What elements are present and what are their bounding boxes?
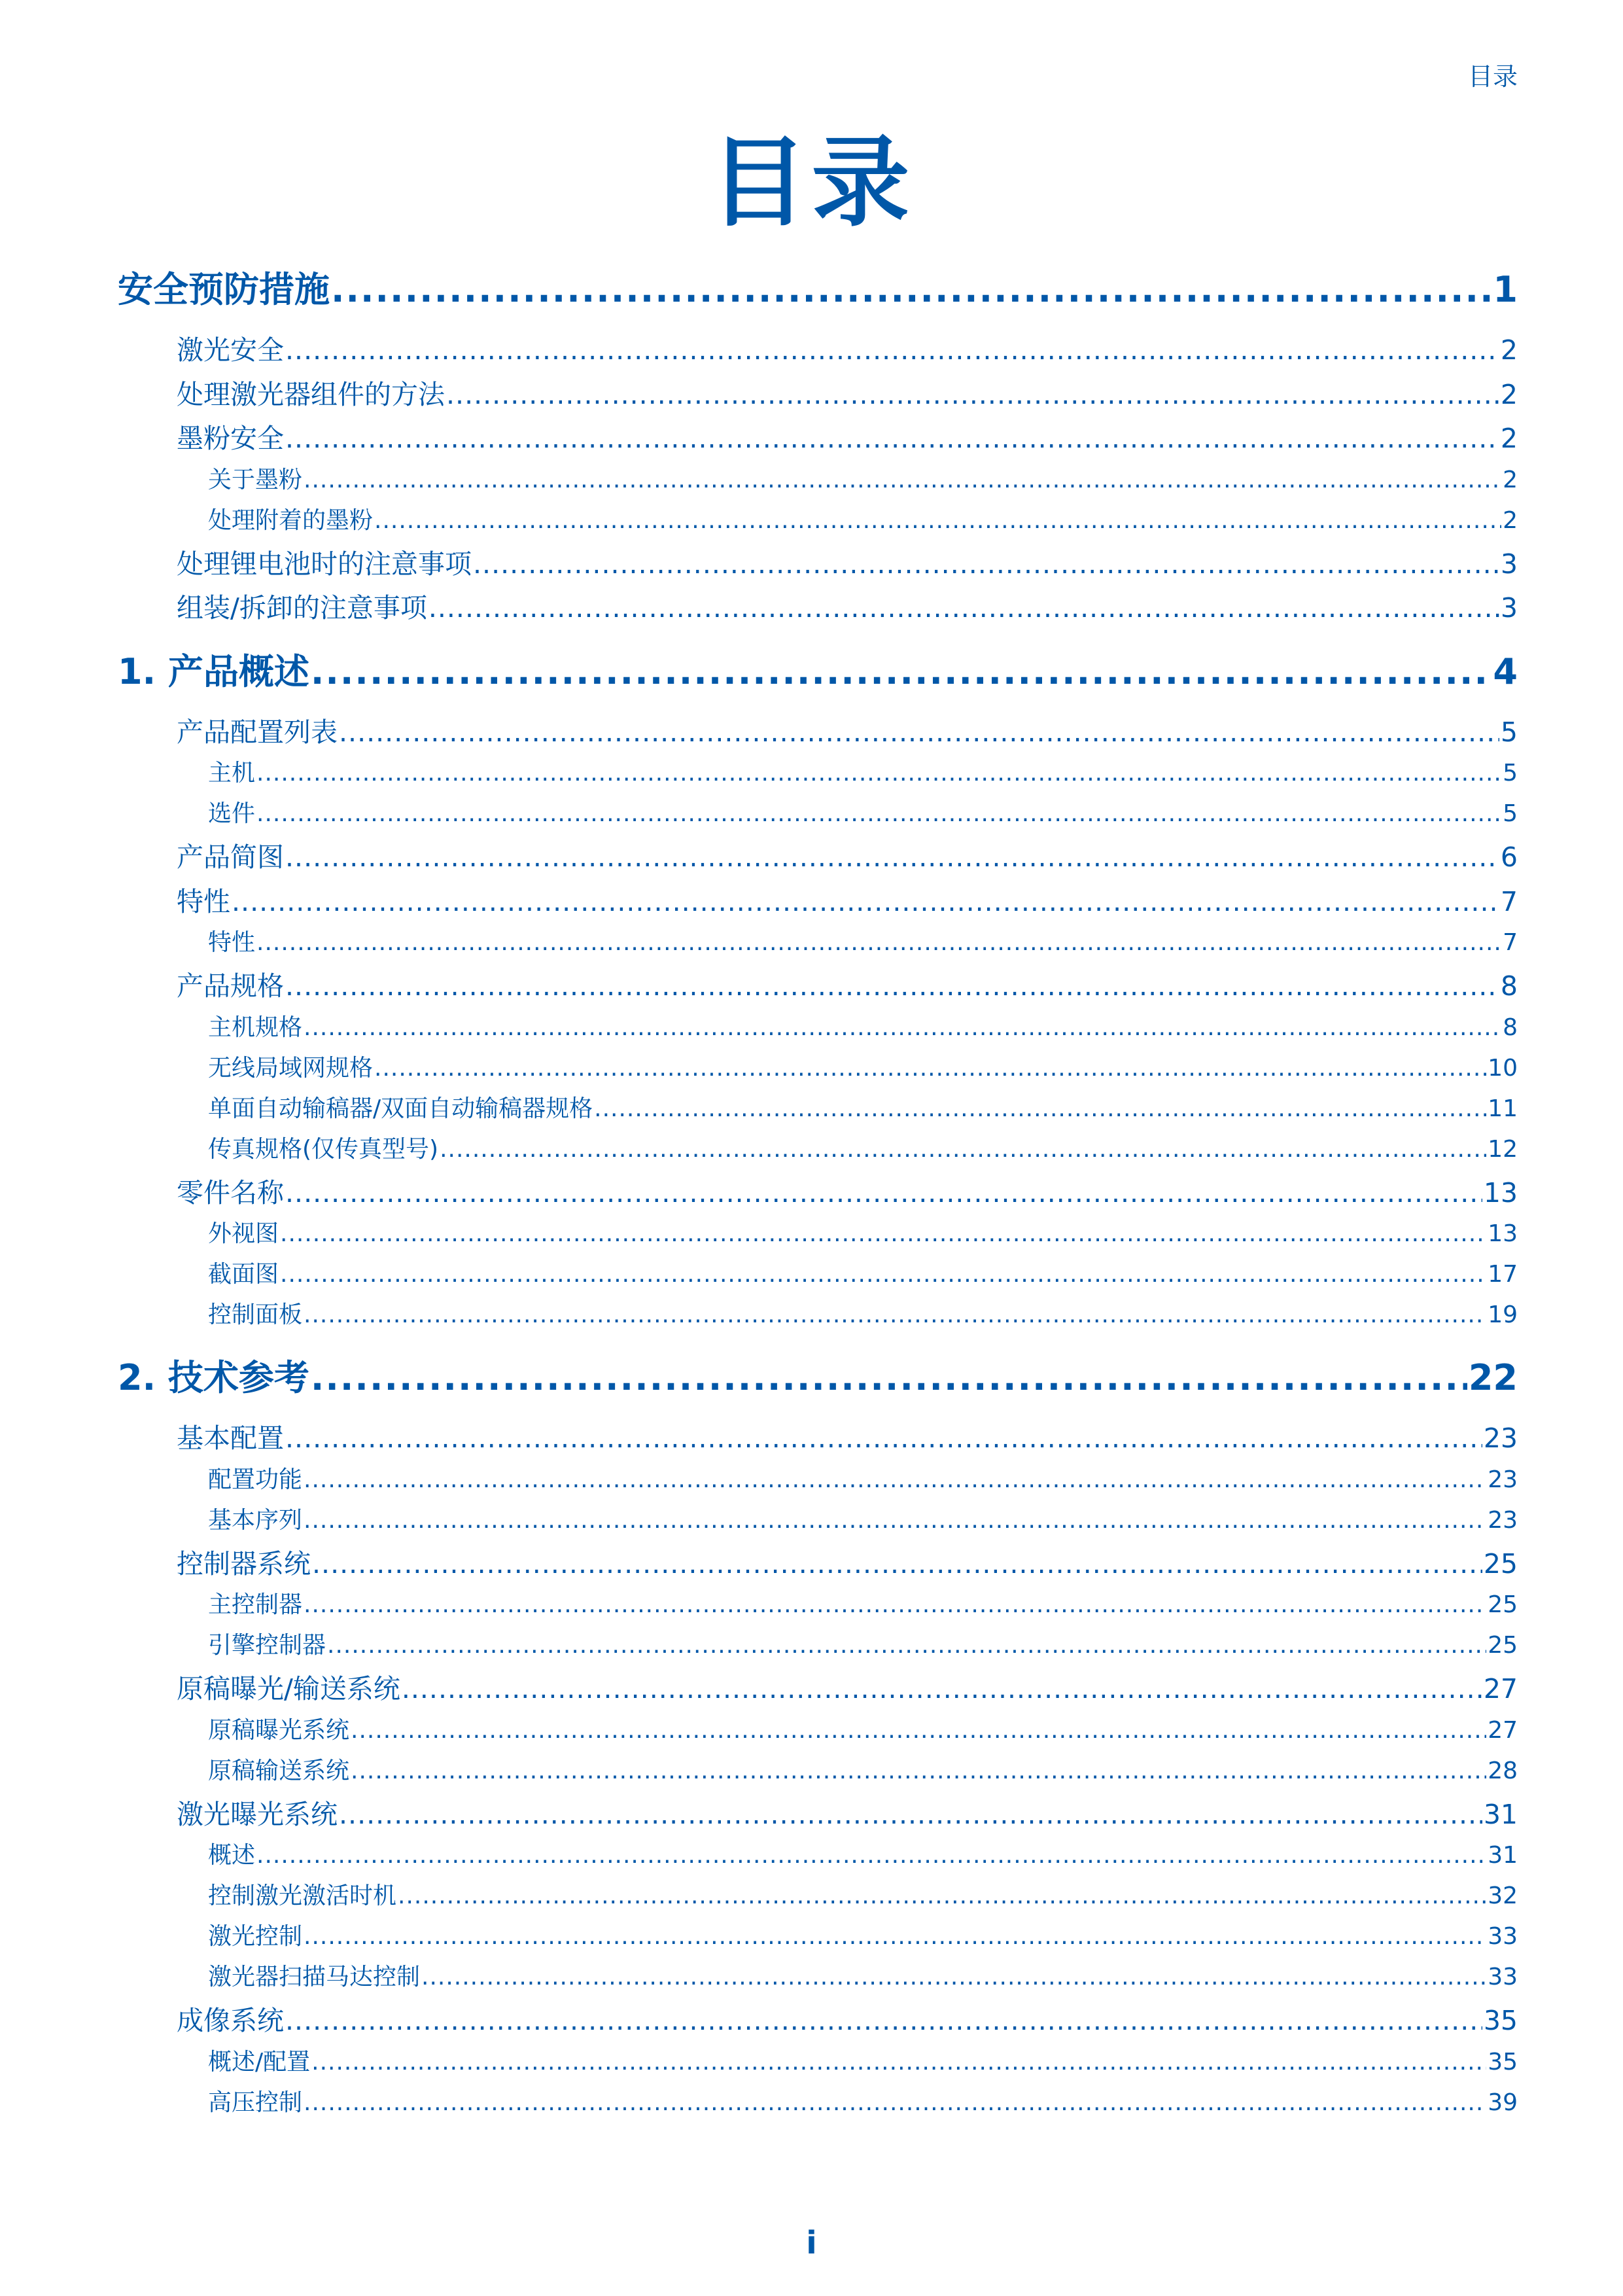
toc-entry-page: 35 [1488, 2048, 1518, 2075]
toc-entry-level-2[interactable] [118, 373, 1518, 417]
running-header: 目录 [1467, 62, 1518, 91]
toc-entry-page: 8 [1500, 970, 1518, 1002]
toc-entry-page: 31 [1488, 1842, 1518, 1869]
toc-entry-title: 传真规格(仅传真型号) [208, 1135, 439, 1163]
toc-entry-level-3[interactable] [118, 1586, 1518, 1627]
toc-entry-title: 原稿曝光系统 [208, 1716, 350, 1744]
toc-dot-leader [304, 467, 1501, 493]
toc-entry-level-2[interactable] [118, 542, 1518, 587]
toc-entry-page: 25 [1483, 1547, 1518, 1580]
toc-entry-title: 产品简图 [177, 841, 284, 873]
toc-entry-page: 39 [1488, 2089, 1518, 2116]
toc-dot-leader [398, 1882, 1486, 1909]
toc-entry-title: 主机 [208, 760, 256, 786]
toc-entry-page: 5 [1503, 800, 1518, 827]
toc-entry-title: 选件 [208, 800, 256, 827]
toc-entry-level-3[interactable] [118, 1296, 1518, 1337]
toc-dot-leader [256, 800, 1501, 827]
toc-entry-page: 23 [1488, 1506, 1518, 1534]
toc-entry-level-3[interactable] [118, 2043, 1518, 2084]
toc-entry-title: 产品配置列表 [177, 716, 338, 748]
toc-entry-title: 截面图 [208, 1261, 279, 1288]
toc-dot-leader [285, 970, 1499, 1002]
toc-dot-leader [285, 1177, 1482, 1209]
toc-entry-page: 3 [1500, 548, 1518, 580]
toc-entry-title: 激光控制 [208, 1923, 303, 1950]
toc-entry-level-2[interactable] [118, 417, 1518, 461]
toc-entry-level-3[interactable] [118, 924, 1518, 964]
toc-entry-title: 配置功能 [208, 1466, 303, 1493]
toc-dot-leader [428, 592, 1499, 624]
toc-entry-title: 主控制器 [208, 1591, 303, 1618]
toc-entry-page: 19 [1488, 1301, 1518, 1328]
toc-entry-title: 激光安全 [177, 334, 284, 366]
toc-dot-leader [312, 1548, 1482, 1580]
toc-entry-level-1[interactable] [118, 1350, 1518, 1400]
toc-dot-leader [280, 1220, 1486, 1247]
toc-dot-leader [402, 1673, 1482, 1704]
toc-dot-leader [351, 1757, 1486, 1784]
toc-entry-level-2[interactable] [118, 1793, 1518, 1837]
toc-entry-level-3[interactable] [118, 795, 1518, 836]
toc-dot-leader [327, 1632, 1486, 1659]
toc-dot-leader [285, 423, 1499, 454]
toc-dot-leader [331, 269, 1492, 310]
toc-dot-leader [256, 1842, 1486, 1869]
toc-entry-page: 12 [1488, 1135, 1518, 1163]
toc-entry-page: 25 [1488, 1591, 1518, 1618]
toc-entry-level-3[interactable] [118, 1215, 1518, 1256]
toc-dot-leader [304, 1466, 1486, 1493]
toc-entry-level-3[interactable] [118, 1131, 1518, 1171]
toc-dot-leader [339, 1799, 1482, 1830]
toc-entry-level-2[interactable] [118, 328, 1518, 373]
toc-entry-level-2[interactable] [118, 1999, 1518, 2043]
toc-entry-title: 成像系统 [177, 2005, 284, 2036]
toc-dot-leader [311, 2049, 1486, 2075]
toc-entry-title: 原稿曝光/输送系统 [177, 1673, 400, 1704]
toc-entry-page: 27 [1488, 1716, 1518, 1744]
toc-entry-page: 2 [1500, 423, 1518, 454]
toc-entry-level-2[interactable] [118, 711, 1518, 755]
toc-dot-leader [304, 2089, 1486, 2116]
toc-entry-page: 32 [1488, 1882, 1518, 1909]
toc-entry-title: 2. 技术参考 [118, 1357, 309, 1398]
toc-dot-leader [304, 1591, 1486, 1618]
toc-entry-title: 概述 [208, 1842, 256, 1869]
toc-entry-level-3[interactable] [118, 461, 1518, 502]
toc-entry-title: 控制面板 [208, 1301, 303, 1328]
toc-dot-leader [311, 651, 1492, 692]
toc-entry-level-2[interactable] [118, 1542, 1518, 1587]
toc-entry-level-3[interactable] [118, 1009, 1518, 1050]
toc-entry-title: 引擎控制器 [208, 1632, 326, 1659]
toc-dot-leader [594, 1095, 1486, 1122]
toc-entry-title: 组装/拆卸的注意事项 [177, 592, 427, 624]
toc-dot-leader [304, 1301, 1486, 1328]
toc-entry-title: 概述/配置 [208, 2048, 311, 2075]
toc-entry-title: 单面自动输稿器/双面自动输稿器规格 [208, 1095, 593, 1122]
toc-entry-page: 2 [1500, 378, 1518, 410]
toc-dot-leader [374, 1055, 1486, 1082]
toc-entry-level-3[interactable] [118, 1918, 1518, 1958]
toc-entry-title: 安全预防措施 [118, 269, 330, 310]
toc-entry-title: 处理附着的墨粉 [208, 506, 374, 534]
toc-entry-title: 1. 产品概述 [118, 650, 309, 692]
toc-entry-level-3[interactable] [118, 1461, 1518, 1502]
page-number: i [806, 2225, 817, 2261]
toc-dot-leader [285, 2005, 1482, 2036]
toc-dot-leader [311, 1357, 1467, 1398]
toc-entry-page: 5 [1500, 716, 1518, 748]
toc-entry-title: 激光曝光系统 [177, 1798, 338, 1830]
toc-dot-leader [351, 1717, 1486, 1744]
toc-entry-title: 主机规格 [208, 1014, 303, 1041]
toc-entry-page: 13 [1488, 1220, 1518, 1247]
table-of-contents [118, 262, 1518, 2125]
toc-entry-level-2[interactable] [118, 586, 1518, 631]
toc-dot-leader [285, 1422, 1482, 1454]
toc-entry-title: 特性 [208, 929, 256, 956]
toc-entry-level-1[interactable] [118, 644, 1518, 694]
toc-entry-page: 10 [1488, 1054, 1518, 1082]
toc-entry-title: 无线局域网规格 [208, 1054, 374, 1082]
toc-entry-title: 原稿输送系统 [208, 1757, 350, 1784]
toc-entry-page: 28 [1488, 1757, 1518, 1784]
toc-dot-leader [256, 929, 1501, 956]
toc-entry-level-3[interactable] [118, 754, 1518, 795]
toc-entry-page: 17 [1488, 1261, 1518, 1288]
toc-entry-title: 基本序列 [208, 1506, 303, 1534]
toc-entry-level-2[interactable] [118, 1667, 1518, 1712]
toc-entry-page: 6 [1500, 841, 1518, 873]
toc-dot-leader [304, 1923, 1486, 1950]
toc-entry-title: 墨粉安全 [177, 423, 284, 454]
toc-entry-level-3[interactable] [118, 2084, 1518, 2125]
toc-entry-title: 处理激光器组件的方法 [177, 378, 445, 410]
toc-dot-leader [285, 841, 1499, 873]
toc-entry-level-1[interactable] [118, 262, 1518, 311]
toc-dot-leader [304, 1507, 1486, 1534]
toc-dot-leader [232, 886, 1499, 917]
toc-entry-level-3[interactable] [118, 1837, 1518, 1877]
toc-dot-leader [304, 1014, 1501, 1041]
toc-entry-level-3[interactable] [118, 1877, 1518, 1918]
toc-entry-level-3[interactable] [118, 502, 1518, 542]
toc-dot-leader [446, 379, 1499, 410]
toc-entry-title: 基本配置 [177, 1422, 284, 1454]
toc-entry-page: 22 [1468, 1357, 1518, 1398]
toc-entry-title: 处理锂电池时的注意事项 [177, 548, 472, 580]
toc-entry-page: 27 [1483, 1673, 1518, 1704]
toc-entry-page: 35 [1483, 2005, 1518, 2036]
toc-entry-title: 控制激光激活时机 [208, 1882, 397, 1909]
toc-entry-level-3[interactable] [118, 1958, 1518, 1999]
toc-entry-page: 33 [1488, 1964, 1518, 1990]
toc-entry-page: 7 [1503, 929, 1518, 956]
toc-entry-level-2[interactable] [118, 1417, 1518, 1461]
toc-entry-page: 25 [1488, 1632, 1518, 1659]
toc-entry-title: 外视图 [208, 1220, 279, 1247]
toc-dot-leader [256, 760, 1501, 786]
toc-entry-title: 高压控制 [208, 2089, 303, 2116]
toc-entry-level-2[interactable] [118, 836, 1518, 880]
page-title: 目录 [709, 126, 914, 240]
toc-entry-title: 激光器扫描马达控制 [208, 1964, 421, 1990]
toc-entry-title: 产品规格 [177, 970, 284, 1002]
toc-entry-page: 1 [1493, 269, 1518, 310]
toc-entry-page: 2 [1503, 466, 1518, 493]
toc-entry-title: 零件名称 [177, 1176, 284, 1209]
toc-entry-page: 31 [1483, 1798, 1518, 1830]
toc-entry-page: 8 [1503, 1014, 1518, 1041]
toc-dot-leader [285, 334, 1499, 366]
toc-entry-page: 13 [1483, 1176, 1518, 1209]
toc-dot-leader [440, 1136, 1486, 1163]
toc-dot-leader [421, 1964, 1486, 1990]
toc-entry-page: 7 [1500, 885, 1518, 917]
toc-entry-level-3[interactable] [118, 1627, 1518, 1667]
toc-dot-leader [280, 1261, 1486, 1288]
toc-entry-level-2[interactable] [118, 1171, 1518, 1216]
toc-entry-page: 2 [1503, 506, 1518, 534]
toc-dot-leader [339, 716, 1499, 748]
toc-entry-level-3[interactable] [118, 1712, 1518, 1752]
toc-entry-level-3[interactable] [118, 1050, 1518, 1090]
toc-entry-page: 33 [1488, 1923, 1518, 1950]
toc-entry-page: 2 [1500, 334, 1518, 366]
toc-entry-page: 3 [1500, 592, 1518, 624]
toc-entry-level-3[interactable] [118, 1752, 1518, 1793]
toc-dot-leader [473, 548, 1499, 580]
toc-entry-page: 5 [1503, 760, 1518, 786]
toc-dot-leader [374, 507, 1501, 534]
toc-entry-page: 11 [1488, 1095, 1518, 1122]
toc-entry-level-3[interactable] [118, 1502, 1518, 1542]
toc-entry-title: 关于墨粉 [208, 466, 303, 493]
toc-entry-level-2[interactable] [118, 964, 1518, 1009]
toc-entry-page: 23 [1483, 1422, 1518, 1454]
toc-entry-page: 4 [1493, 650, 1518, 692]
toc-entry-level-2[interactable] [118, 880, 1518, 925]
toc-entry-level-3[interactable] [118, 1256, 1518, 1296]
toc-entry-level-3[interactable] [118, 1090, 1518, 1131]
toc-entry-page: 23 [1488, 1466, 1518, 1493]
toc-entry-title: 特性 [177, 885, 230, 917]
toc-entry-title: 控制器系统 [177, 1547, 311, 1580]
